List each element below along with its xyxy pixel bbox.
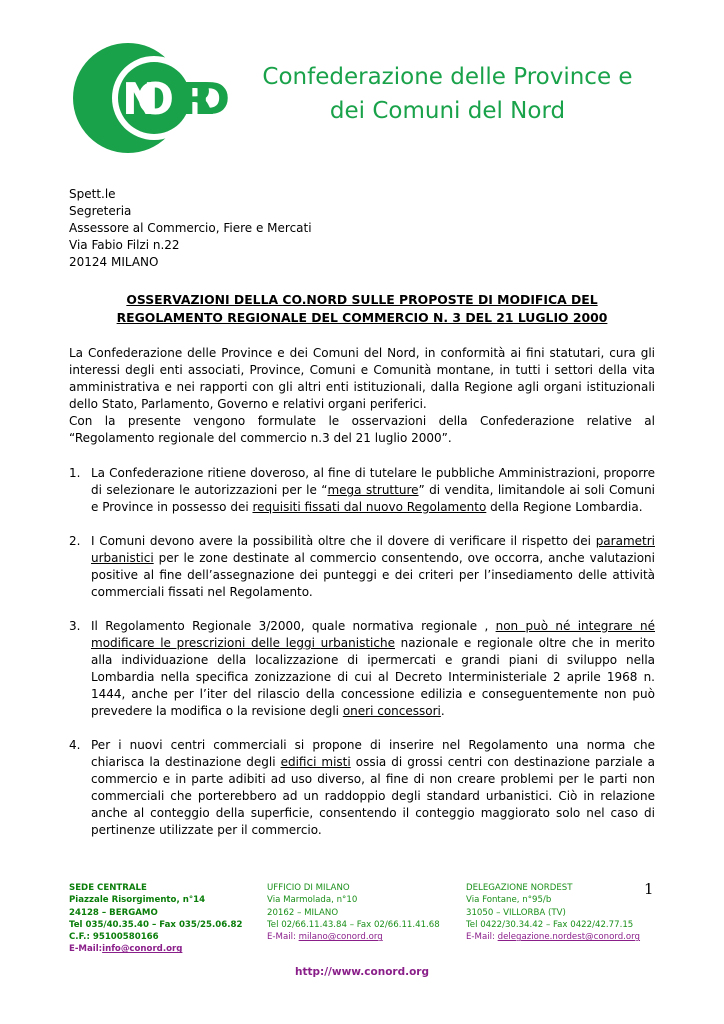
underlined-text: requisiti fissati dal nuovo Regolamento — [252, 500, 487, 514]
address-line: 20124 MILANO — [69, 255, 159, 269]
address-line: Segreteria — [69, 204, 132, 218]
item-number: 4. — [69, 738, 81, 752]
item-number: 1. — [69, 466, 81, 480]
footer-line: C.F.: 95100580166 — [69, 932, 159, 943]
email-label: E-Mail: — [267, 932, 299, 943]
underlined-text: mega strutture — [327, 483, 419, 497]
intro-paragraph — [69, 345, 655, 413]
text-segment: Con la presente vengono formulate le osservazioni della Confederazione relative al “Regolamento regionale del commercio n.3 del 21 luglio 2000”. — [69, 414, 655, 445]
footer-line: Tel 035/40.35.40 – Fax 035/25.06.82 — [69, 919, 243, 930]
email-label: E-Mail: — [69, 944, 103, 955]
svg-text:RD: RD — [180, 74, 230, 125]
email-label: E-Mail: — [466, 932, 498, 943]
text-segment: per le zone destinate al commercio consentendo, ove occorra, anche valutazioni positive al fine dell’assegnazione dei punteggi e dei criteri per l’insediamento delle attività commerciali fissati nel Regolamento. — [91, 551, 655, 599]
conord-logo — [70, 40, 240, 160]
footer-sede-centrale — [69, 882, 242, 956]
title-line: dei Comuni del Nord — [329, 98, 566, 124]
text-segment: Il Regolamento Regionale 3/2000, quale normativa regionale , — [91, 619, 496, 633]
text-segment: La Confederazione ritiene doveroso, al fine di tutelare le pubbliche Amministrazioni, proporre di selezionare le autorizzazioni per le “ — [91, 466, 655, 497]
subject-heading — [69, 291, 655, 327]
address-line: Assessore al Commercio, Fiere e Mercati — [69, 221, 312, 235]
footer-line: Piazzale Risorgimento, n°14 — [69, 895, 206, 906]
address-line: Via Fabio Filzi n.22 — [69, 238, 180, 252]
observation-item — [69, 465, 655, 516]
title-line: Confederazione delle Province e — [262, 64, 633, 90]
observation-item — [69, 618, 655, 720]
text-segment: ossia di grossi centri con destinazione parziale a commercio e in parte adibiti ad uso diverso, al fine di non creare problemi per le parti non commerciali che porterebbero ad un raddoppio degli standard urbanistici. Ciò in relazione anche al conteggio della superficie, consentendo il conteggio maggiorato solo nel caso di pertinenze utilizzate per il commercio. — [91, 755, 656, 837]
footer-line: Via Marmolada, n°10 — [267, 895, 358, 906]
intro-paragraph — [69, 413, 655, 447]
footer-ufficio-milano — [267, 882, 440, 943]
footer-line: Tel 0422/30.34.42 – Fax 0422/42.77.15 — [466, 919, 634, 930]
email-link[interactable]: milano@conord.org — [298, 932, 383, 943]
observation-item — [69, 737, 655, 839]
underlined-text: oneri concessori — [342, 704, 441, 718]
footer-line: Tel 02/66.11.43.84 – Fax 02/66.11.41.68 — [267, 919, 440, 930]
underlined-text: non può né integrare né — [495, 619, 655, 633]
footer-heading: DELEGAZIONE NORDEST — [466, 883, 573, 893]
underlined-text: modificare le prescrizioni delle leggi urbanistiche — [91, 636, 395, 650]
subject-line: REGOLAMENTO REGIONALE DEL COMMERCIO N. 3 DEL 21 LUGLIO 2000 — [116, 310, 608, 325]
text-segment: ” di vendita, limitandole ai soli Comuni e Province in possesso dei — [91, 483, 656, 514]
recipient-address — [69, 186, 312, 271]
intro-paragraphs — [69, 345, 655, 447]
observations-list — [69, 465, 655, 839]
footer-heading: UFFICIO DI MILANO — [267, 883, 350, 893]
text-segment: Per i nuovi centri commerciali si propone di inserire nel Regolamento una norma che chiarisca la destinazione degli — [91, 738, 655, 769]
text-segment: nazionale e regionale oltre che in merito alla individuazione della localizzazione di ipermercati e grandi piani di sviluppo nella Lombardia nella specifica zonizzazione di cui al Decreto Interministeriale 2 aprile 1968 n. 1444, anche per l’iter del rilascio della concessione edilizia e conseguentemente non può prevedere la modifica o la revisione degli — [91, 636, 655, 718]
footer-line: 31050 – VILLORBA (TV) — [466, 907, 566, 918]
text-segment: . — [440, 704, 445, 718]
email-link[interactable]: info@conord.org — [102, 944, 183, 955]
text-segment: della Regione Lombardia. — [486, 500, 643, 514]
address-line: Spett.le — [69, 187, 116, 201]
letter-body — [69, 345, 655, 856]
footer-heading: SEDE CENTRALE — [69, 883, 147, 893]
website-link[interactable]: http://www.conord.org — [294, 966, 430, 978]
footer-line: 20162 – MILANO — [267, 907, 339, 918]
footer-line: Via Fontane, n°95/b — [466, 895, 552, 906]
observation-item — [69, 533, 655, 601]
underlined-text: parametri urbanistici — [91, 534, 655, 565]
page-number: 1 — [644, 880, 654, 898]
email-link[interactable]: delegazione.nordest@conord.org — [497, 932, 641, 943]
subject-line: OSSERVAZIONI DELLA CO.NORD SULLE PROPOSTE DI MODIFICA DEL — [126, 292, 598, 307]
item-number: 3. — [69, 619, 81, 633]
text-segment: I Comuni devono avere la possibilità oltre che il dovere di verificare il rispetto dei — [91, 534, 596, 548]
text-segment: La Confederazione delle Province e dei Comuni del Nord, in conformità ai fini statutari, cura gli interessi degli enti associati, Province, Comuni e Comunità montane, in tutti i settori della vita amministrativa e nei rapporti con gli altri enti istituzionali, dalla Regione agli organi istituzionali dello Stato, Parlamento, Governo e relativi organi periferici. — [69, 346, 655, 411]
underlined-text: edifici misti — [280, 755, 351, 769]
item-number: 2. — [69, 534, 81, 548]
footer-line: 24128 – BERGAMO — [69, 907, 158, 918]
footer-delegazione-nordest — [466, 882, 640, 943]
svg-text:NO: NO — [122, 74, 174, 125]
organization-title — [250, 60, 645, 128]
